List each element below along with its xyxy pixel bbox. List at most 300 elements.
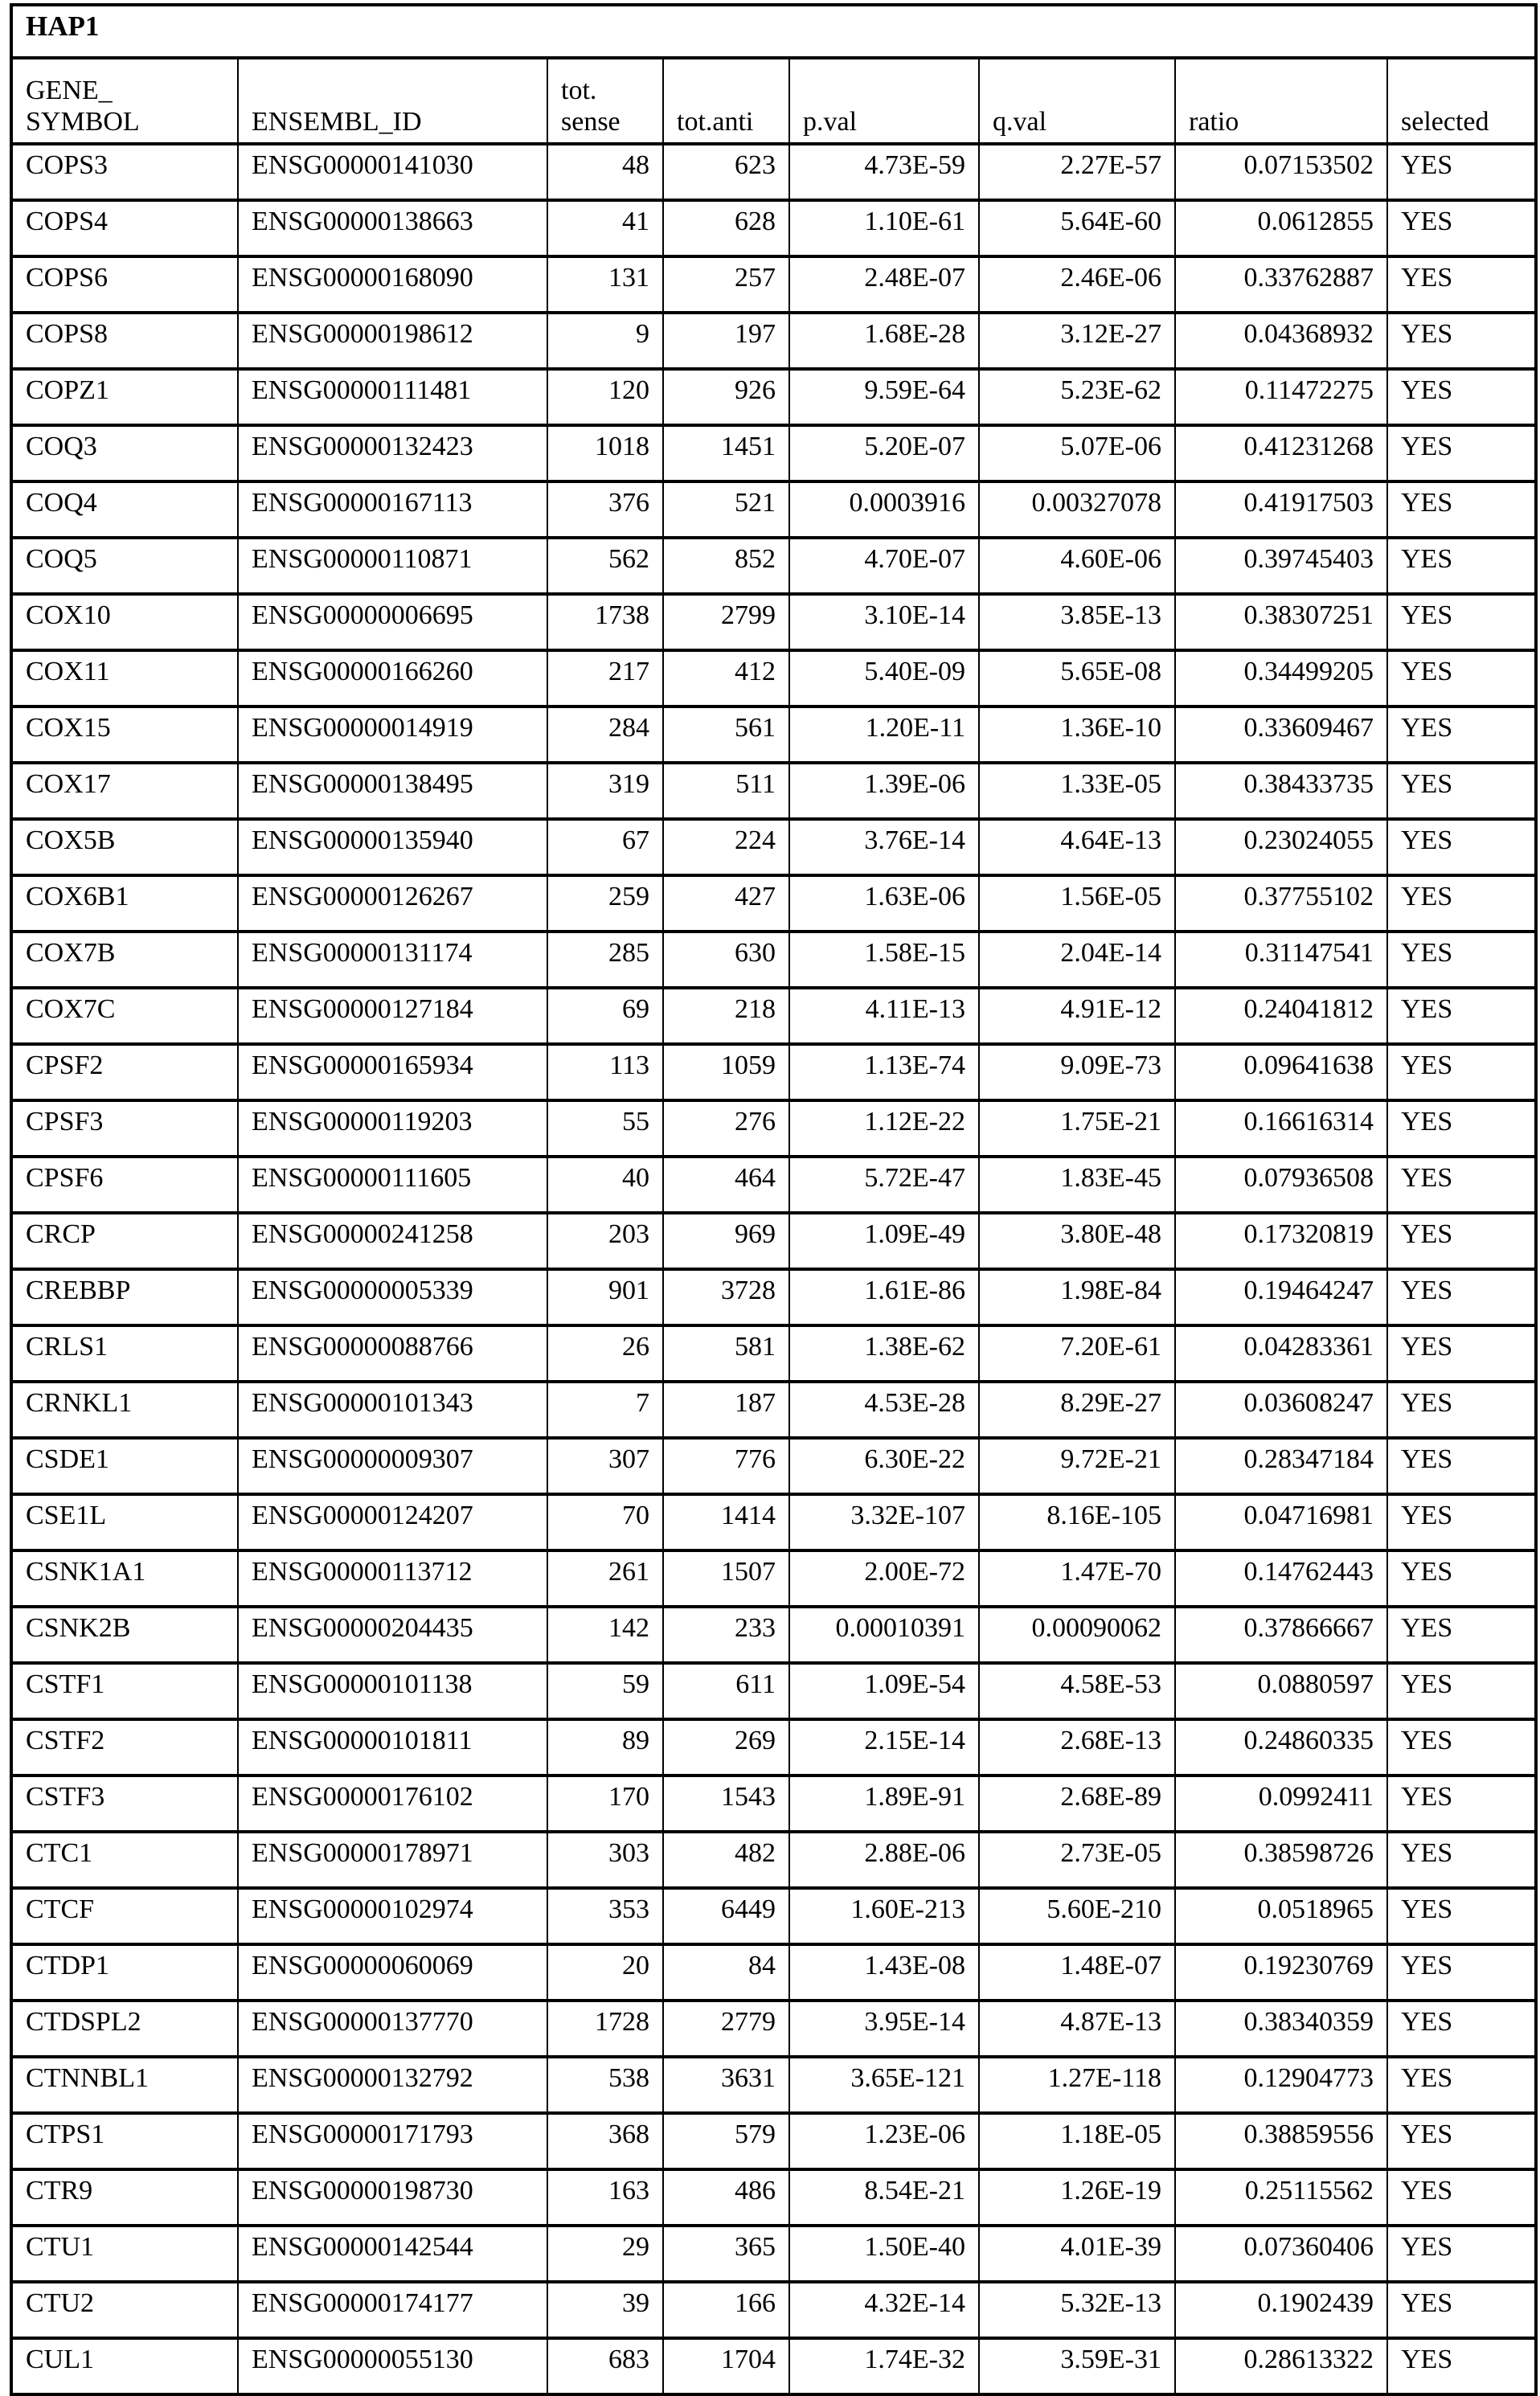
cell-q-val: 2.27E-57	[979, 144, 1175, 200]
cell-q-val: 2.68E-89	[979, 1775, 1175, 1832]
cell-ratio: 0.38340359	[1175, 2001, 1387, 2057]
cell-ratio: 0.12904773	[1175, 2057, 1387, 2113]
cell-ratio: 0.04283361	[1175, 1325, 1387, 1382]
cell-selected: YES	[1387, 875, 1536, 932]
cell-ensembl-id: ENSG00000111481	[238, 369, 547, 425]
table-row	[11, 2169, 1536, 2226]
cell-q-val: 7.20E-61	[979, 1325, 1175, 1382]
cell-p-val: 1.20E-11	[789, 707, 979, 763]
cell-selected: YES	[1387, 1438, 1536, 1494]
cell-q-val: 1.26E-19	[979, 2169, 1175, 2226]
cell-gene-symbol: CTPS1	[11, 2113, 238, 2169]
cell-ratio: 0.0612855	[1175, 200, 1387, 256]
cell-q-val: 1.33E-05	[979, 763, 1175, 819]
cell-ratio: 0.41231268	[1175, 425, 1387, 481]
cell-selected: YES	[1387, 1157, 1536, 1213]
table-row	[11, 1044, 1536, 1100]
cell-tot-anti: 776	[663, 1438, 789, 1494]
table-row	[11, 875, 1536, 932]
cell-tot-sense: 368	[547, 2113, 663, 2169]
header-q-val: q.val	[979, 58, 1175, 144]
header-ensembl-id: ENSEMBL_ID	[238, 58, 547, 144]
table-row	[11, 1494, 1536, 1550]
cell-ratio: 0.14762443	[1175, 1550, 1387, 1607]
cell-ensembl-id: ENSG00000198612	[238, 313, 547, 369]
cell-gene-symbol: COX17	[11, 763, 238, 819]
cell-gene-symbol: COX11	[11, 650, 238, 707]
cell-tot-sense: 67	[547, 819, 663, 875]
cell-selected: YES	[1387, 650, 1536, 707]
cell-gene-symbol: CSTF2	[11, 1719, 238, 1775]
cell-tot-anti: 482	[663, 1832, 789, 1888]
cell-p-val: 3.65E-121	[789, 2057, 979, 2113]
cell-gene-symbol: CTR9	[11, 2169, 238, 2226]
cell-selected: YES	[1387, 1888, 1536, 1944]
gene-table	[10, 3, 1538, 2396]
cell-tot-anti: 166	[663, 2282, 789, 2338]
cell-tot-anti: 3728	[663, 1269, 789, 1325]
cell-p-val: 1.12E-22	[789, 1100, 979, 1157]
cell-q-val: 2.46E-06	[979, 256, 1175, 313]
cell-tot-sense: 69	[547, 988, 663, 1044]
table-row	[11, 1663, 1536, 1719]
cell-tot-sense: 170	[547, 1775, 663, 1832]
cell-gene-symbol: CTCF	[11, 1888, 238, 1944]
cell-ensembl-id: ENSG00000113712	[238, 1550, 547, 1607]
cell-tot-anti: 581	[663, 1325, 789, 1382]
cell-tot-sense: 39	[547, 2282, 663, 2338]
cell-q-val: 0.00327078	[979, 481, 1175, 538]
cell-gene-symbol: COPS4	[11, 200, 238, 256]
cell-ensembl-id: ENSG00000088766	[238, 1325, 547, 1382]
cell-selected: YES	[1387, 425, 1536, 481]
cell-tot-anti: 464	[663, 1157, 789, 1213]
cell-tot-anti: 224	[663, 819, 789, 875]
cell-selected: YES	[1387, 707, 1536, 763]
table-row	[11, 425, 1536, 481]
cell-ensembl-id: ENSG00000241258	[238, 1213, 547, 1269]
cell-p-val: 9.59E-64	[789, 369, 979, 425]
cell-gene-symbol: COPZ1	[11, 369, 238, 425]
cell-tot-sense: 70	[547, 1494, 663, 1550]
cell-tot-anti: 269	[663, 1719, 789, 1775]
cell-tot-sense: 259	[547, 875, 663, 932]
cell-tot-sense: 284	[547, 707, 663, 763]
cell-tot-sense: 29	[547, 2226, 663, 2282]
cell-ratio: 0.23024055	[1175, 819, 1387, 875]
cell-ensembl-id: ENSG00000167113	[238, 481, 547, 538]
cell-p-val: 2.15E-14	[789, 1719, 979, 1775]
table-row	[11, 932, 1536, 988]
cell-ratio: 0.31147541	[1175, 932, 1387, 988]
table-row	[11, 1325, 1536, 1382]
cell-tot-anti: 276	[663, 1100, 789, 1157]
table-row	[11, 1550, 1536, 1607]
table-row	[11, 1269, 1536, 1325]
cell-tot-anti: 623	[663, 144, 789, 200]
cell-tot-anti: 187	[663, 1382, 789, 1438]
table-header-row	[11, 58, 1536, 144]
cell-selected: YES	[1387, 200, 1536, 256]
cell-p-val: 1.13E-74	[789, 1044, 979, 1100]
cell-ensembl-id: ENSG00000111605	[238, 1157, 547, 1213]
cell-tot-sense: 120	[547, 369, 663, 425]
cell-tot-sense: 7	[547, 1382, 663, 1438]
cell-gene-symbol: COPS3	[11, 144, 238, 200]
cell-tot-anti: 365	[663, 2226, 789, 2282]
cell-q-val: 5.07E-06	[979, 425, 1175, 481]
cell-tot-sense: 59	[547, 1663, 663, 1719]
header-tot-sense: tot. sense	[547, 58, 663, 144]
cell-tot-anti: 1704	[663, 2338, 789, 2394]
table-row	[11, 819, 1536, 875]
cell-selected: YES	[1387, 1944, 1536, 2001]
cell-ratio: 0.16616314	[1175, 1100, 1387, 1157]
cell-ratio: 0.09641638	[1175, 1044, 1387, 1100]
table-row	[11, 313, 1536, 369]
cell-p-val: 5.40E-09	[789, 650, 979, 707]
cell-ensembl-id: ENSG00000124207	[238, 1494, 547, 1550]
cell-selected: YES	[1387, 481, 1536, 538]
cell-q-val: 1.98E-84	[979, 1269, 1175, 1325]
table-row	[11, 1719, 1536, 1775]
cell-selected: YES	[1387, 1494, 1536, 1550]
cell-selected: YES	[1387, 2113, 1536, 2169]
cell-ratio: 0.07360406	[1175, 2226, 1387, 2282]
cell-ratio: 0.25115562	[1175, 2169, 1387, 2226]
cell-ensembl-id: ENSG00000141030	[238, 144, 547, 200]
cell-selected: YES	[1387, 988, 1536, 1044]
cell-q-val: 3.80E-48	[979, 1213, 1175, 1269]
cell-p-val: 1.63E-06	[789, 875, 979, 932]
cell-p-val: 1.50E-40	[789, 2226, 979, 2282]
cell-p-val: 1.74E-32	[789, 2338, 979, 2394]
cell-tot-sense: 1728	[547, 2001, 663, 2057]
cell-ensembl-id: ENSG00000165934	[238, 1044, 547, 1100]
cell-selected: YES	[1387, 1213, 1536, 1269]
header-gene-symbol: GENE_ SYMBOL	[11, 58, 238, 144]
cell-ensembl-id: ENSG00000166260	[238, 650, 547, 707]
cell-tot-anti: 628	[663, 200, 789, 256]
cell-ratio: 0.19464247	[1175, 1269, 1387, 1325]
cell-gene-symbol: CPSF6	[11, 1157, 238, 1213]
cell-ratio: 0.38433735	[1175, 763, 1387, 819]
cell-tot-sense: 683	[547, 2338, 663, 2394]
cell-p-val: 1.09E-54	[789, 1663, 979, 1719]
table-row	[11, 369, 1536, 425]
cell-gene-symbol: CSTF3	[11, 1775, 238, 1832]
table-title: HAP1	[11, 5, 1536, 58]
cell-tot-anti: 630	[663, 932, 789, 988]
cell-tot-anti: 511	[663, 763, 789, 819]
table-row	[11, 256, 1536, 313]
cell-selected: YES	[1387, 1607, 1536, 1663]
cell-q-val: 9.72E-21	[979, 1438, 1175, 1494]
cell-ratio: 0.07153502	[1175, 144, 1387, 200]
cell-q-val: 1.83E-45	[979, 1157, 1175, 1213]
cell-tot-sense: 55	[547, 1100, 663, 1157]
cell-p-val: 1.39E-06	[789, 763, 979, 819]
cell-gene-symbol: CTU1	[11, 2226, 238, 2282]
cell-ensembl-id: ENSG00000101138	[238, 1663, 547, 1719]
cell-selected: YES	[1387, 1550, 1536, 1607]
cell-tot-sense: 20	[547, 1944, 663, 2001]
cell-tot-anti: 2799	[663, 594, 789, 650]
cell-tot-sense: 562	[547, 538, 663, 594]
cell-gene-symbol: COX6B1	[11, 875, 238, 932]
cell-selected: YES	[1387, 2338, 1536, 2394]
cell-q-val: 2.68E-13	[979, 1719, 1175, 1775]
cell-ensembl-id: ENSG00000168090	[238, 256, 547, 313]
cell-gene-symbol: COQ3	[11, 425, 238, 481]
cell-ensembl-id: ENSG00000138663	[238, 200, 547, 256]
cell-ratio: 0.37866667	[1175, 1607, 1387, 1663]
cell-gene-symbol: CPSF2	[11, 1044, 238, 1100]
cell-gene-symbol: CSNK2B	[11, 1607, 238, 1663]
cell-q-val: 1.48E-07	[979, 1944, 1175, 2001]
cell-ratio: 0.0992411	[1175, 1775, 1387, 1832]
cell-tot-anti: 852	[663, 538, 789, 594]
table-row	[11, 2001, 1536, 2057]
cell-tot-sense: 89	[547, 1719, 663, 1775]
cell-p-val: 1.23E-06	[789, 2113, 979, 2169]
cell-q-val: 5.64E-60	[979, 200, 1175, 256]
cell-tot-anti: 1059	[663, 1044, 789, 1100]
table-title-row	[11, 5, 1536, 58]
cell-q-val: 4.64E-13	[979, 819, 1175, 875]
cell-gene-symbol: COX5B	[11, 819, 238, 875]
cell-q-val: 1.36E-10	[979, 707, 1175, 763]
table-row	[11, 594, 1536, 650]
cell-selected: YES	[1387, 1269, 1536, 1325]
cell-p-val: 5.72E-47	[789, 1157, 979, 1213]
cell-ensembl-id: ENSG00000138495	[238, 763, 547, 819]
cell-q-val: 9.09E-73	[979, 1044, 1175, 1100]
cell-ratio: 0.37755102	[1175, 875, 1387, 932]
cell-q-val: 4.60E-06	[979, 538, 1175, 594]
cell-p-val: 1.43E-08	[789, 1944, 979, 2001]
table-row	[11, 481, 1536, 538]
cell-tot-anti: 2779	[663, 2001, 789, 2057]
cell-ensembl-id: ENSG00000006695	[238, 594, 547, 650]
cell-selected: YES	[1387, 313, 1536, 369]
cell-tot-sense: 376	[547, 481, 663, 538]
cell-tot-sense: 113	[547, 1044, 663, 1100]
cell-ensembl-id: ENSG00000102974	[238, 1888, 547, 1944]
table-row	[11, 538, 1536, 594]
table-row	[11, 1944, 1536, 2001]
cell-tot-sense: 1738	[547, 594, 663, 650]
table-row	[11, 1607, 1536, 1663]
cell-tot-sense: 163	[547, 2169, 663, 2226]
cell-gene-symbol: COQ4	[11, 481, 238, 538]
table-row	[11, 1382, 1536, 1438]
cell-q-val: 1.18E-05	[979, 2113, 1175, 2169]
cell-q-val: 2.73E-05	[979, 1832, 1175, 1888]
cell-tot-sense: 41	[547, 200, 663, 256]
cell-selected: YES	[1387, 1382, 1536, 1438]
cell-p-val: 1.60E-213	[789, 1888, 979, 1944]
cell-ensembl-id: ENSG00000101811	[238, 1719, 547, 1775]
cell-q-val: 5.32E-13	[979, 2282, 1175, 2338]
cell-ensembl-id: ENSG00000127184	[238, 988, 547, 1044]
cell-ensembl-id: ENSG00000132792	[238, 2057, 547, 2113]
cell-p-val: 3.95E-14	[789, 2001, 979, 2057]
cell-p-val: 1.58E-15	[789, 932, 979, 988]
cell-gene-symbol: CSDE1	[11, 1438, 238, 1494]
cell-tot-sense: 1018	[547, 425, 663, 481]
table-row	[11, 2338, 1536, 2394]
cell-ratio: 0.1902439	[1175, 2282, 1387, 2338]
cell-selected: YES	[1387, 1100, 1536, 1157]
cell-ratio: 0.04368932	[1175, 313, 1387, 369]
header-ratio: ratio	[1175, 58, 1387, 144]
table-row	[11, 763, 1536, 819]
cell-ensembl-id: ENSG00000119203	[238, 1100, 547, 1157]
table-row	[11, 144, 1536, 200]
cell-ensembl-id: ENSG00000101343	[238, 1382, 547, 1438]
cell-tot-anti: 969	[663, 1213, 789, 1269]
cell-tot-anti: 6449	[663, 1888, 789, 1944]
cell-tot-sense: 142	[547, 1607, 663, 1663]
cell-ensembl-id: ENSG00000174177	[238, 2282, 547, 2338]
cell-ratio: 0.24041812	[1175, 988, 1387, 1044]
cell-q-val: 3.59E-31	[979, 2338, 1175, 2394]
cell-p-val: 4.53E-28	[789, 1382, 979, 1438]
cell-selected: YES	[1387, 819, 1536, 875]
table-row	[11, 200, 1536, 256]
table-row	[11, 707, 1536, 763]
cell-tot-anti: 926	[663, 369, 789, 425]
cell-ensembl-id: ENSG00000132423	[238, 425, 547, 481]
cell-p-val: 1.38E-62	[789, 1325, 979, 1382]
cell-selected: YES	[1387, 1775, 1536, 1832]
cell-p-val: 3.10E-14	[789, 594, 979, 650]
cell-tot-sense: 261	[547, 1550, 663, 1607]
cell-gene-symbol: CRLS1	[11, 1325, 238, 1382]
cell-p-val: 0.00010391	[789, 1607, 979, 1663]
cell-gene-symbol: COPS8	[11, 313, 238, 369]
cell-tot-sense: 353	[547, 1888, 663, 1944]
table-row	[11, 1888, 1536, 1944]
cell-ratio: 0.33609467	[1175, 707, 1387, 763]
table-row	[11, 1157, 1536, 1213]
cell-selected: YES	[1387, 932, 1536, 988]
cell-selected: YES	[1387, 369, 1536, 425]
cell-p-val: 6.30E-22	[789, 1438, 979, 1494]
cell-tot-sense: 217	[547, 650, 663, 707]
cell-ratio: 0.0880597	[1175, 1663, 1387, 1719]
cell-selected: YES	[1387, 2226, 1536, 2282]
cell-selected: YES	[1387, 2057, 1536, 2113]
cell-ensembl-id: ENSG00000178971	[238, 1832, 547, 1888]
cell-q-val: 8.16E-105	[979, 1494, 1175, 1550]
cell-ensembl-id: ENSG00000171793	[238, 2113, 547, 2169]
cell-gene-symbol: CTNNBL1	[11, 2057, 238, 2113]
cell-ensembl-id: ENSG00000204435	[238, 1607, 547, 1663]
cell-p-val: 2.00E-72	[789, 1550, 979, 1607]
cell-tot-anti: 1507	[663, 1550, 789, 1607]
cell-tot-anti: 218	[663, 988, 789, 1044]
cell-p-val: 4.11E-13	[789, 988, 979, 1044]
cell-selected: YES	[1387, 2169, 1536, 2226]
cell-ratio: 0.03608247	[1175, 1382, 1387, 1438]
cell-selected: YES	[1387, 144, 1536, 200]
cell-tot-sense: 319	[547, 763, 663, 819]
cell-tot-sense: 203	[547, 1213, 663, 1269]
cell-q-val: 4.87E-13	[979, 2001, 1175, 2057]
cell-ratio: 0.33762887	[1175, 256, 1387, 313]
cell-gene-symbol: CTDSPL2	[11, 2001, 238, 2057]
cell-selected: YES	[1387, 1663, 1536, 1719]
cell-tot-anti: 84	[663, 1944, 789, 2001]
cell-ensembl-id: ENSG00000110871	[238, 538, 547, 594]
cell-ensembl-id: ENSG00000135940	[238, 819, 547, 875]
cell-tot-sense: 285	[547, 932, 663, 988]
cell-selected: YES	[1387, 1044, 1536, 1100]
cell-ratio: 0.41917503	[1175, 481, 1387, 538]
cell-p-val: 1.68E-28	[789, 313, 979, 369]
header-tot-anti: tot.anti	[663, 58, 789, 144]
table-row	[11, 988, 1536, 1044]
cell-tot-sense: 303	[547, 1832, 663, 1888]
cell-gene-symbol: CPSF3	[11, 1100, 238, 1157]
cell-tot-anti: 1543	[663, 1775, 789, 1832]
cell-q-val: 5.23E-62	[979, 369, 1175, 425]
cell-gene-symbol: COX15	[11, 707, 238, 763]
table-row	[11, 2057, 1536, 2113]
header-selected: selected	[1387, 58, 1536, 144]
table-row	[11, 1832, 1536, 1888]
cell-ratio: 0.19230769	[1175, 1944, 1387, 2001]
table-row	[11, 2113, 1536, 2169]
cell-p-val: 4.73E-59	[789, 144, 979, 200]
cell-q-val: 1.27E-118	[979, 2057, 1175, 2113]
cell-tot-sense: 307	[547, 1438, 663, 1494]
cell-ratio: 0.07936508	[1175, 1157, 1387, 1213]
cell-ratio: 0.38307251	[1175, 594, 1387, 650]
cell-ratio: 0.34499205	[1175, 650, 1387, 707]
cell-tot-anti: 611	[663, 1663, 789, 1719]
cell-selected: YES	[1387, 256, 1536, 313]
cell-gene-symbol: CRNKL1	[11, 1382, 238, 1438]
cell-tot-anti: 1414	[663, 1494, 789, 1550]
cell-tot-sense: 538	[547, 2057, 663, 2113]
cell-tot-anti: 3631	[663, 2057, 789, 2113]
cell-tot-sense: 48	[547, 144, 663, 200]
cell-q-val: 0.00090062	[979, 1607, 1175, 1663]
cell-q-val: 4.91E-12	[979, 988, 1175, 1044]
cell-p-val: 3.32E-107	[789, 1494, 979, 1550]
cell-ratio: 0.28347184	[1175, 1438, 1387, 1494]
cell-p-val: 5.20E-07	[789, 425, 979, 481]
table-row	[11, 1100, 1536, 1157]
cell-ratio: 0.38598726	[1175, 1832, 1387, 1888]
cell-ensembl-id: ENSG00000009307	[238, 1438, 547, 1494]
cell-ensembl-id: ENSG00000142544	[238, 2226, 547, 2282]
cell-ratio: 0.04716981	[1175, 1494, 1387, 1550]
cell-selected: YES	[1387, 2001, 1536, 2057]
cell-gene-symbol: CREBBP	[11, 1269, 238, 1325]
cell-gene-symbol: CTDP1	[11, 1944, 238, 2001]
cell-q-val: 2.04E-14	[979, 932, 1175, 988]
table-row	[11, 650, 1536, 707]
table-row	[11, 2282, 1536, 2338]
cell-ratio: 0.24860335	[1175, 1719, 1387, 1775]
cell-gene-symbol: COPS6	[11, 256, 238, 313]
cell-gene-symbol: COX7B	[11, 932, 238, 988]
cell-selected: YES	[1387, 1832, 1536, 1888]
